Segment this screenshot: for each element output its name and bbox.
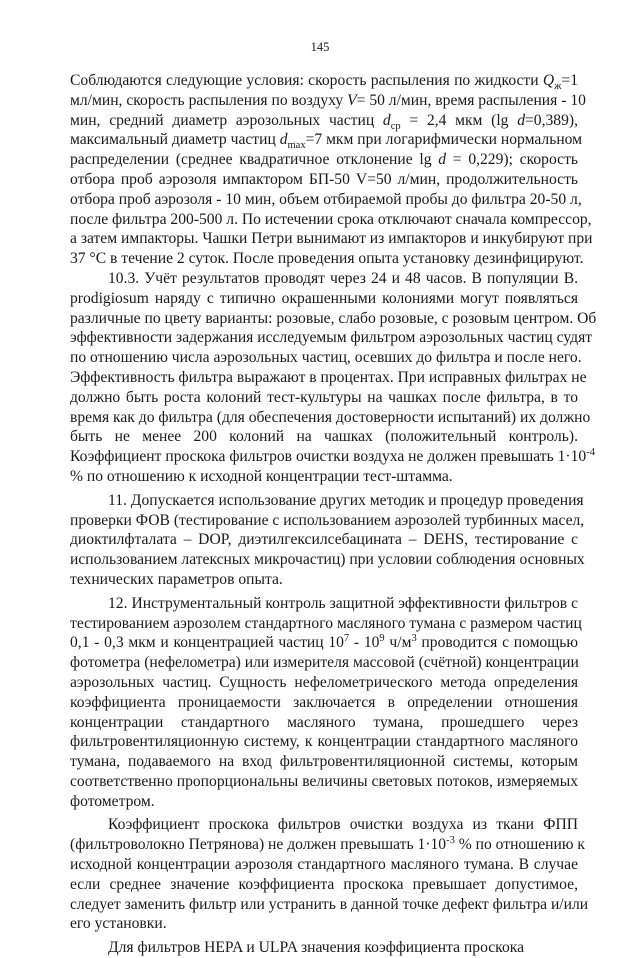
- text-line: фильтровентиляционную систему, к концентрации стандартного масляного: [70, 733, 578, 751]
- text-line: проверки ФОВ (тестирование с использованием аэрозолей турбинных масел,: [70, 511, 585, 529]
- text-line: Эффективность фильтра выражают в процентах. При исправных фильтрах не: [70, 368, 587, 386]
- text-line: а затем импакторы. Чашки Петри вынимают из импакторов и инкубируют при: [70, 230, 593, 248]
- text-line: эффективности задержания исследуемым фильтром аэрозольных частиц судят: [70, 329, 593, 347]
- text-line: (фильтроволокно Петрянова) не должен превышать $1\cdot 10^{-3}$ % по отношению к: [70, 835, 585, 854]
- text-line: мин, средний диаметр аэрозольных частиц $d_{ср} = 2,4$ мкм (lg d=0,389),: [70, 111, 578, 132]
- text-line: 10.3. Учёт результатов проводят через 24 и 48 часов. В популяции В.: [108, 269, 578, 287]
- text-line: отбора проб аэрозоля импактором БП-50 V=50 л/мин, продолжительность: [70, 170, 578, 188]
- text-line: время как до фильтра (для обеспечения достоверности испытаний) их должно: [70, 408, 591, 426]
- text-line: 12. Инструментальный контроль защитной эффективности фильтров с: [108, 594, 578, 612]
- text-line: распределении (среднее квадратичное отклонение lg d = 0,229); скорость: [70, 151, 578, 169]
- paragraph-hepa: [70, 938, 578, 958]
- text-line: фотометром.: [70, 792, 155, 810]
- text-line: отбора проб аэрозоля - 10 мин, объем отбираемой пробы до фильтра 20-50 л,: [70, 190, 582, 208]
- paragraph-10-3: [70, 269, 597, 487]
- text-line: использованием латексных микрочастиц) при условии соблюдения основных: [70, 551, 585, 569]
- text-line: быть не менее 200 колоний на чашках (положительный контроль).: [70, 428, 578, 446]
- text-line: технических параметров опыта.: [70, 570, 283, 588]
- text-line: Коэффициент проскока фильтров очистки воздуха из ткани ФПП: [108, 816, 578, 834]
- text-line: prodigiosum наряду с типично окрашенными колониями могут появляться: [70, 289, 578, 307]
- text-line: % по отношению к исходной концентрации тест-штамма.: [70, 467, 453, 485]
- text-line: следует заменить фильтр или устранить в данной точке дефект фильтра и/или: [70, 895, 589, 913]
- text-line: Коэффициент проскока фильтров очистки воздуха не должен превышать $1\cdot 10^{-4}$: [70, 446, 595, 466]
- text-line: его установки.: [70, 915, 167, 933]
- paragraph-11: [70, 491, 585, 590]
- text-line: различные по цвету варианты: розовые, слабо розовые, с розовым центром. Об: [70, 309, 597, 327]
- text-line: Для фильтров HEPA и ULPA значения коэффициента проскока: [108, 939, 525, 957]
- text-line: мл/мин, скорость распыления по воздуху V= 50 л/мин, время распыления - 10: [70, 91, 586, 109]
- text-line: 0,1 - 0,3 мкм и концентрацией частиц $10^7 - 10^9$ $ч/м^3$ проводится с помощью: [70, 633, 578, 652]
- text-line: аэрозольных частиц. Сущность нефелометрического метода определения: [70, 673, 578, 691]
- text-line: фотометра (нефелометра) или измерителя массовой (счётной) концентрации: [70, 654, 579, 672]
- paragraph-conditions: [70, 71, 593, 269]
- text-line: 37 °С в течение 2 суток. После проведения опыта установку дезинфицируют.: [70, 250, 584, 268]
- text-line: диоктилфталата – DOP, диэтилгексилсебацината – DEHS, тестирование с: [70, 531, 578, 549]
- text-line: максимальный диаметр частиц $d_{max}=7$ мкм при логарифмически нормальном: [70, 131, 583, 152]
- page-body: [70, 71, 597, 958]
- text-line: по отношению числа аэрозольных частиц, осевших до фильтра и после него.: [70, 349, 582, 367]
- text-line: после фильтра 200-500 л. По истечении срока отключают сначала компрессор,: [70, 210, 592, 228]
- text-line: тумана, подаваемого на вход фильтровентиляционной системы, которым: [70, 753, 578, 771]
- paragraph-fpp: [70, 815, 589, 934]
- page-number: 145: [310, 40, 330, 54]
- text-line: концентрации стандартного масляного тумана, прошедшего через: [70, 713, 578, 731]
- text-line: тестированием аэрозолем стандартного масляного тумана с размером частиц: [70, 614, 582, 632]
- text-line: 11. Допускается использование других методик и процедур проведения: [108, 491, 584, 509]
- paragraph-12: [70, 594, 582, 812]
- text-line: Соблюдаются следующие условия: скорость распыления по жидкости $Q_ж=1$: [70, 72, 578, 93]
- text-line: исходной концентрации аэрозоля стандартного масляного тумана. В случае: [70, 856, 578, 874]
- text-line: коэффициента проницаемости заключается в определении отношения: [70, 693, 578, 711]
- text-line: соответственно пропорциональны величины световых потоков, измеряемых: [70, 772, 578, 790]
- text-line: если среднее значение коэффициента проскока превышает допустимое,: [70, 875, 578, 893]
- text-line: должно быть роста колоний тест-культуры на чашках после фильтра, в то: [70, 388, 578, 406]
